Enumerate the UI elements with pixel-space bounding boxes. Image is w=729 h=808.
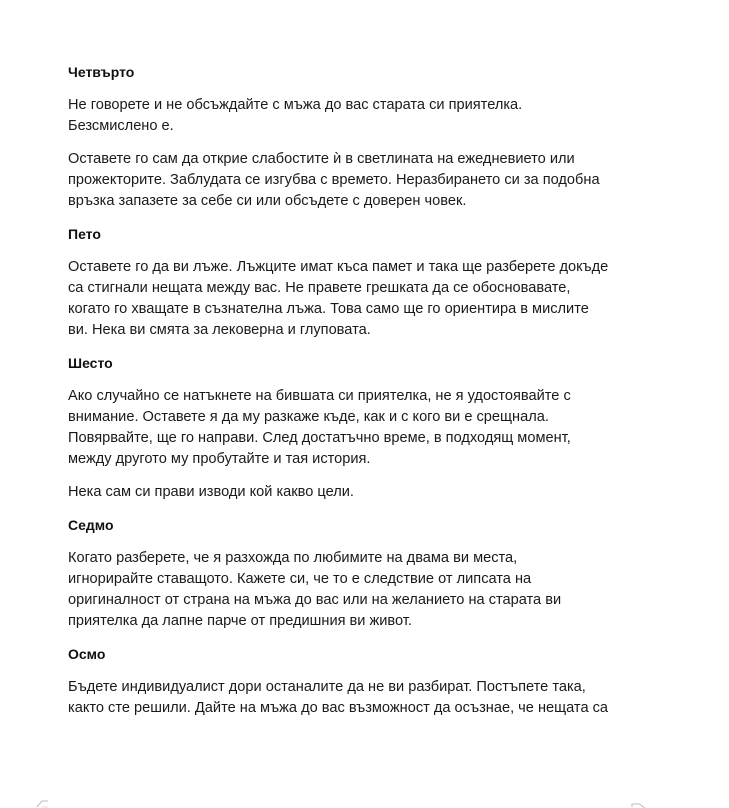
paragraph-line: игнорирайте ставащото. Кажете си, че то е следствие от липсата на (68, 571, 532, 587)
paragraph (68, 386, 628, 470)
paragraph-line: когато го хващате в съзнателна лъжа. Това само ще го ориентира в мислите (68, 301, 589, 317)
paragraph-line: Оставете го да ви лъже. Лъжците имат къса памет и така ще разберете докъде (68, 259, 609, 275)
paragraph (68, 677, 628, 719)
paragraph (68, 548, 628, 632)
section-heading: Осмо (68, 646, 106, 662)
paragraph-line: прожекторите. Заблудата се изгубва с времето. Неразбирането си за подобна (68, 172, 600, 188)
section-heading: Четвърто (68, 64, 135, 80)
paragraph-line: оригиналност от страна на мъжа до вас или на желанието на старата ви (68, 592, 562, 608)
paragraph (68, 482, 628, 503)
paragraph-line: Когато разберете, че я разхожда по любимите на двама ви места, (68, 550, 518, 566)
page-corner-mark-icon (33, 799, 49, 808)
paragraph-line: връзка запазете за себе си или обсъдете с доверен човек. (68, 193, 467, 209)
paragraph (68, 149, 628, 212)
document-body (68, 62, 628, 731)
paragraph-line: внимание. Оставете я да му разкаже къде, как и с кого ви е срещнала. (68, 409, 549, 425)
section-heading: Шесто (68, 355, 113, 371)
section-heading: Пето (68, 226, 101, 242)
section-heading: Седмо (68, 517, 114, 533)
paragraph (68, 95, 628, 137)
paragraph-line: Нека сам си прави изводи кой какво цели. (68, 484, 354, 500)
paragraph-line: Бъдете индивидуалист дори останалите да не ви разбират. Постъпете така, (68, 679, 586, 695)
paragraph-line: Ако случайно се натъкнете на бившата си приятелка, не я удостоявайте с (68, 388, 571, 404)
page-corner-mark-icon (631, 799, 647, 808)
paragraph-line: между другото му пробутайте и тая история. (68, 451, 371, 467)
paragraph-line: са стигнали нещата между вас. Не правете грешката да се обосновавате, (68, 280, 571, 296)
paragraph-line: Не говорете и не обсъждайте с мъжа до вас старата си приятелка. (68, 97, 523, 113)
paragraph-line: Повярвайте, ще го направи. След достатъчно време, в подходящ момент, (68, 430, 571, 446)
paragraph (68, 257, 628, 341)
paragraph-line: Оставете го сам да открие слабостите ѝ в светлината на ежедневието или (68, 151, 575, 167)
paragraph-line: Безсмислено е. (68, 118, 174, 134)
paragraph-line: ви. Нека ви смята за лековерна и глуповата. (68, 322, 371, 338)
paragraph-line: приятелка да лапне парче от предишния ви живот. (68, 613, 412, 629)
paragraph-line: както сте решили. Дайте на мъжа до вас възможност да осъзнае, че нещата са (68, 700, 609, 716)
